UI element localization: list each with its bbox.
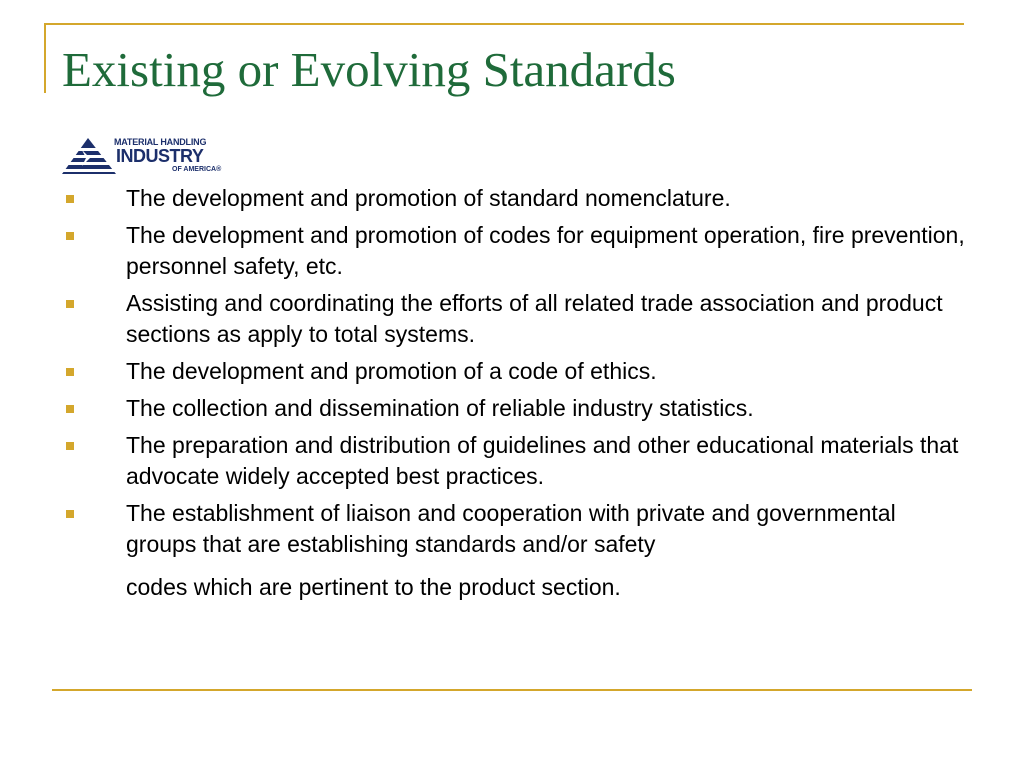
bullet-square-icon bbox=[66, 510, 74, 518]
list-item bbox=[62, 183, 972, 214]
bullet-square-icon bbox=[66, 195, 74, 203]
bullet-text-continuation: codes which are pertinent to the product section. bbox=[126, 574, 621, 600]
bullet-square-icon bbox=[66, 232, 74, 240]
slide-title: Existing or Evolving Standards bbox=[62, 42, 676, 97]
bullet-text: The preparation and distribution of guidelines and other educational materials that advocate widely accepted best practices. bbox=[126, 432, 959, 489]
bullet-text: The collection and dissemination of reliable industry statistics. bbox=[126, 395, 754, 421]
list-item bbox=[62, 288, 972, 350]
bullet-text: The development and promotion of codes for equipment operation, fire prevention, personnel safety, etc. bbox=[126, 222, 965, 279]
bullet-text: The development and promotion of standard nomenclature. bbox=[126, 185, 731, 211]
frame-top-rule bbox=[44, 23, 964, 25]
frame-bottom-rule bbox=[52, 689, 972, 691]
bullet-text: The establishment of liaison and cooperation with private and governmental groups that are establishing standards and/or safety bbox=[126, 500, 896, 557]
bullet-square-icon bbox=[66, 405, 74, 413]
bullet-list bbox=[62, 183, 972, 609]
frame-left-rule bbox=[44, 23, 46, 93]
bullet-square-icon bbox=[66, 442, 74, 450]
bullet-square-icon bbox=[66, 368, 74, 376]
list-item bbox=[62, 220, 972, 282]
logo-line-2: INDUSTRY bbox=[116, 146, 204, 166]
list-item bbox=[62, 498, 972, 603]
mhia-logo bbox=[60, 134, 230, 178]
bullet-square-icon bbox=[66, 300, 74, 308]
list-item bbox=[62, 393, 972, 424]
logo-line-1: MATERIAL HANDLING bbox=[114, 137, 207, 147]
list-item bbox=[62, 430, 972, 492]
bullet-text: The development and promotion of a code of ethics. bbox=[126, 358, 657, 384]
list-item bbox=[62, 356, 972, 387]
logo-mark-icon bbox=[60, 134, 120, 178]
logo-line-3: OF AMERICA® bbox=[172, 166, 222, 173]
bullet-text: Assisting and coordinating the efforts of all related trade association and product sections as apply to total systems. bbox=[126, 290, 943, 347]
